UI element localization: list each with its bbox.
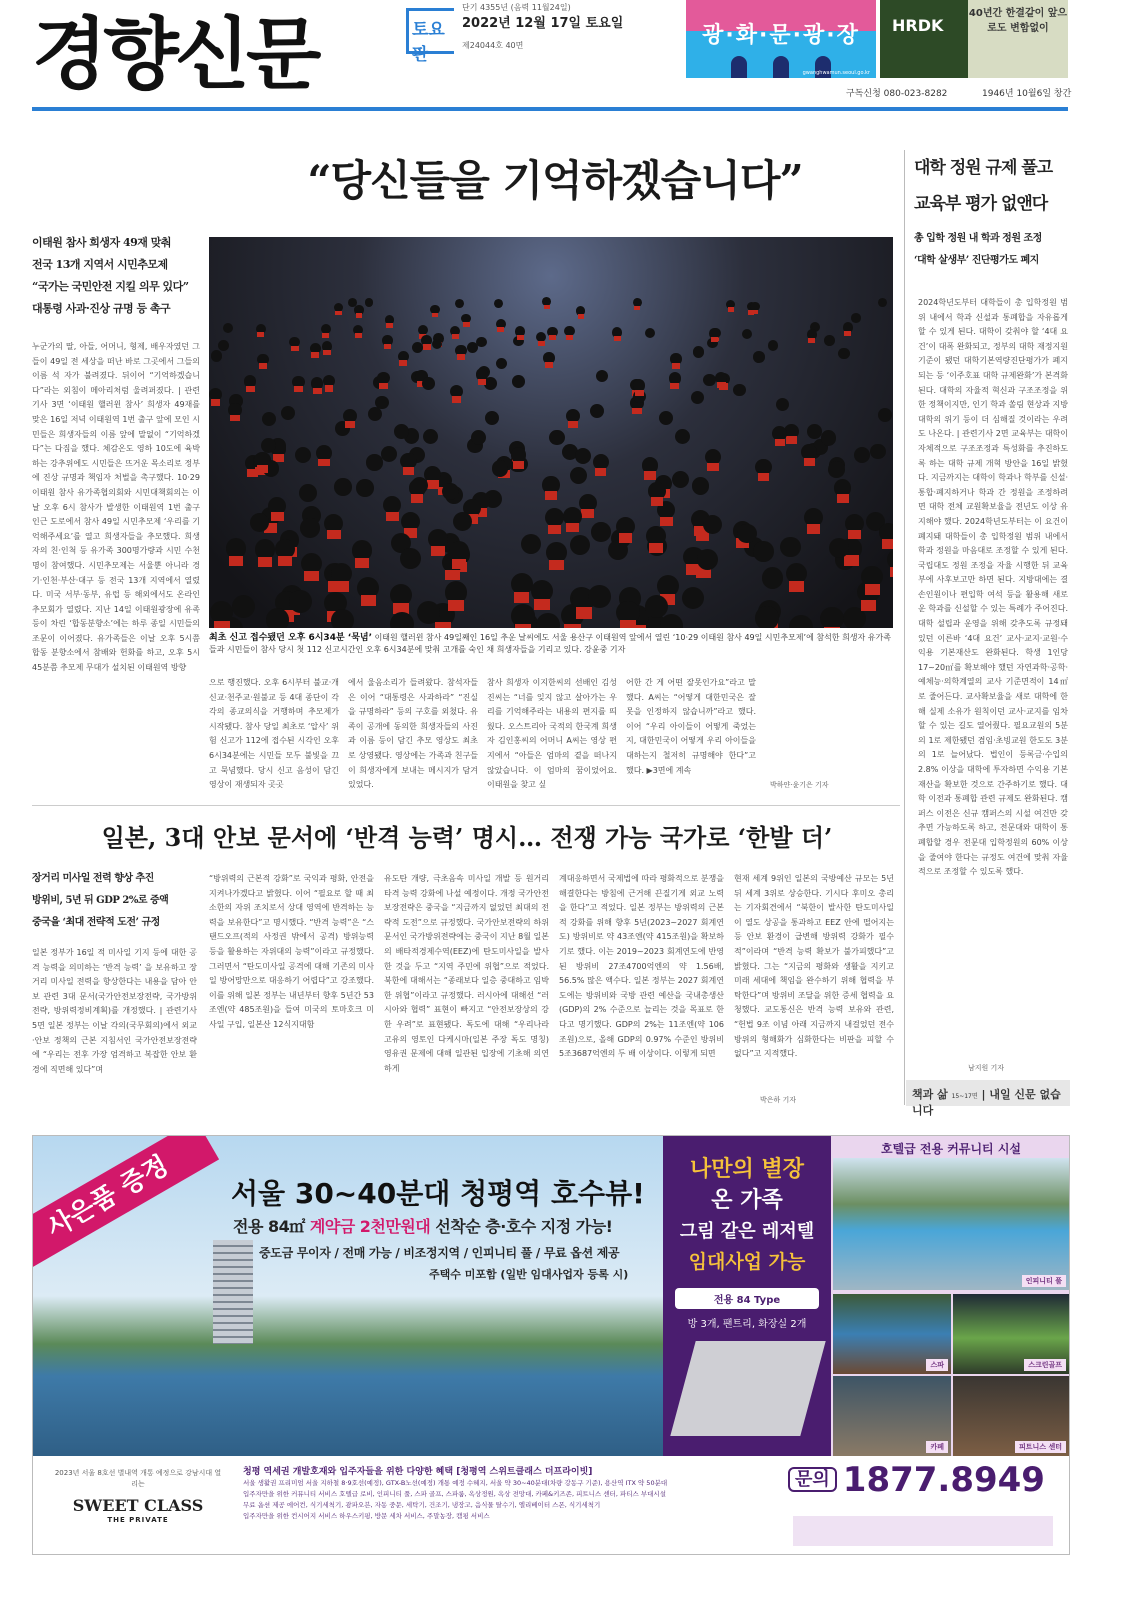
- benefit-line: 서울 생활권 프리미엄 서울 지하철 8·9호선(예정), GTX-B노선(예정) 개통 예정 수혜지, 서울 약 30~40분대(차량 강동구 기준), 용산역 ITX 약 50분대: [243, 1479, 668, 1487]
- red-scarf: [549, 335, 556, 340]
- crowd-figure: [692, 477, 709, 494]
- crowd-figure: [375, 396, 389, 410]
- benefit-title: 청평 역세권 개발호재와 입주자들을 위한 다양한 혜택 [청평역 스위트클래스 더프라이빗]: [243, 1467, 593, 1477]
- red-scarf: [427, 480, 439, 488]
- red-scarf: [478, 379, 487, 385]
- red-scarf: [758, 473, 770, 481]
- benefit-line: 입주자만을 위한 컨시어지 서비스 하우스키핑, 방문 세차 서비스, 주말농장, 캠핑 서비스: [243, 1512, 490, 1520]
- ad-features: 중도금 무이자 / 전매 가능 / 비조정지역 / 인피니티 풀 / 무료 옵션 제공: [259, 1246, 620, 1260]
- red-scarf: [318, 459, 329, 467]
- second-byline: 박은하 기자: [760, 1096, 797, 1104]
- red-scarf: [335, 311, 341, 316]
- red-scarf: [457, 354, 465, 360]
- red-scarf: [581, 509, 594, 518]
- lead-subhead: 이태원 참사 희생자 49재 맞춰: [32, 236, 172, 249]
- crowd-figure: [211, 350, 222, 361]
- red-scarf: [386, 512, 399, 521]
- crowd-figure: [390, 612, 414, 628]
- crowd-figure: [697, 549, 718, 570]
- crowd-figure: [412, 342, 423, 353]
- red-scarf: [452, 334, 459, 339]
- photo-credit: 강윤중 기자: [584, 645, 626, 654]
- side-body: 2024학년도부터 대학들이 총 입학정원 범위 내에서 학과 신설과 통폐합을 자유롭게 할 수 있게 된다. 대학이 갖춰야 할 ‘4대 요건’이 대폭 완화되고, 정부의 대학 재정지원 기준이 됐던 대학기본역량진단평가가 폐지되는 등 ‘이주호표 대학 규제완화’가 본격화된다. 대학의 자율적 혁신과 구조조정을 위한 정책이지만, 인기 학과 쏠림 현상과 지방대학의 위기 등이 더 심해질 것이라는 우려도 나온다. | 관련기사 2면 교육부는 대학이 자체적으로 구조조정과 특성화를 추진하도록 하는 대학 규제 개혁 방안을 16일 밝혔다. 지금까지는 대학이 학과나 학부를 신설·통합·폐지하거나 학과 간 정원을 조정하려면 대학 전체 교원확보율을 전년도 이상 유지해야 했다. 2024학년도부터는 이 요건이 폐지돼 대학들이 총 입학정원 범위 내에서 학과 정원을 마음대로 조정할 수 있게 된다. 국립대도 정원 조정을 자율 시행한 뒤 교육부에 사후보고만 하면 된다. 지방대에는 결손인원이나 편입학 여석 등을 활용해 새로운 학과를 신설할 수 있는 특례가 주어진다. 대학 설립과 운영을 위해 갖추도록 규정돼 있던 이른바 ‘4대 요건’ 교사·교지·교원·수익용 기본재산도 완화된다. 학생 1인당 17~20㎡를 확보해야 했던 자연과학·공학·예체능·의학계열의 교사 기준면적이 14㎡로 줄어든다. 교사확보율을 새로 대학에 한해 실제 소유가 원칙이던 교사·교지를 임차할 수 있는 길도 열어줬다. 필요교원의 5분의 1로 제한됐던 겸임·초빙교원 한도도 3분의 1로 늘어났다. 법인이 등록금·수입의 2.8% 이상을 대학에 투자하면 수익용 기본재산을 확보한 것으로 간주하기로 했다. 대학 이전과 통폐합 관련 규제도 완화된다. 캠퍼스 이전은 신규 캠퍼스의 시설 여건만 갖추면 가능하도록 하고, 전문대와 대학이 통폐합할 경우 전문대 입학정원의 60% 이상을 줄여야 한다는 규정도 여건에 맞춰 자율적으로 조정할 수 있도록 했다.: [918, 298, 1068, 877]
- red-scarf: [355, 558, 369, 568]
- crowd-figure: [821, 430, 836, 445]
- crowd-figure: [467, 342, 478, 353]
- red-scarf: [325, 385, 334, 391]
- red-scarf: [804, 458, 815, 466]
- crowd-figure: [570, 467, 587, 484]
- red-scarf: [399, 360, 407, 366]
- crowd-figure: [807, 424, 822, 439]
- ad-rooms: 방 3개, 팬트리, 화장실 2개: [687, 1319, 807, 1330]
- red-scarf: [356, 313, 362, 318]
- ad-line2: [233, 1214, 658, 1237]
- red-scarf: [345, 421, 355, 428]
- crowd-figure: [672, 471, 689, 488]
- red-scarf: [786, 436, 796, 443]
- crowd-figure: [820, 607, 844, 628]
- benefit-line: 무료 옵션 제공 에어컨, 식기세척기, 광파오븐, 자동 중문, 세탁기, 건조기, 냉장고, 음식물 탈수기, 엘리베이터 스폰, 식기세척기: [243, 1501, 601, 1509]
- crowd-figure: [521, 534, 541, 554]
- red-scarf: [549, 560, 563, 570]
- red-scarf: [568, 421, 578, 428]
- crowd-figure: [703, 374, 715, 386]
- red-scarf: [595, 468, 606, 476]
- promo-box[interactable]: 책과 삶 15~17면 | 내일 신문 없습니다: [906, 1080, 1070, 1106]
- red-scarf: [844, 331, 851, 336]
- red-scarf: [278, 556, 292, 566]
- red-scarf: [271, 512, 284, 521]
- ad-tile-cafe: [833, 1376, 951, 1456]
- crowd-figure: [422, 377, 435, 390]
- gwanghwamun-ad[interactable]: [686, 0, 876, 78]
- red-scarf: [619, 533, 632, 543]
- ad-building-image: [213, 1240, 253, 1344]
- crowd-figure: [453, 512, 472, 531]
- crowd-figure: [366, 454, 382, 470]
- side-headline-line: 대학 정원 규제 풀고: [914, 158, 1053, 178]
- crowd-figure: [218, 340, 229, 351]
- crowd-figure: [281, 406, 295, 420]
- photo-caption: [209, 632, 893, 656]
- ad-tile-pool: [833, 1158, 1069, 1290]
- ad-footer: [33, 1456, 1070, 1555]
- crowd-figure: [675, 429, 690, 444]
- lead-column: [765, 676, 893, 776]
- crowd-figure: [299, 484, 317, 502]
- red-scarf: [448, 600, 464, 611]
- ad-size: 전용 84㎡: [233, 1217, 305, 1236]
- second-headline[interactable]: 일본, 3대 안보 문서에 ‘반격 능력’ 명시… 전쟁 가능 국가로 ‘한발 더’: [101, 823, 833, 852]
- red-scarf: [632, 408, 641, 415]
- red-scarf: [463, 322, 470, 327]
- crowd-figure: [829, 538, 849, 558]
- red-scarf: [230, 415, 240, 422]
- lead-subhead: 대통령 사과·진상 규명 등 촉구: [32, 302, 171, 315]
- ad-type-badge: 전용 84 Type: [675, 1288, 819, 1309]
- red-scarf: [334, 581, 349, 592]
- red-scarf: [291, 346, 299, 351]
- ad-purple-line: 온 가족: [711, 1188, 783, 1213]
- lead-subhead: “국가는 국민안전 지킬 의무 있다”: [32, 280, 189, 293]
- section-divider: [32, 805, 900, 806]
- red-scarf: [672, 363, 680, 369]
- tile-label: 인피니티 풀: [1022, 1275, 1066, 1287]
- books-pages: 15~17면: [951, 1093, 978, 1100]
- red-scarf: [258, 557, 272, 567]
- crowd-figure: [780, 537, 800, 557]
- crowd-figure: [703, 515, 722, 534]
- red-scarf: [848, 530, 861, 540]
- crowd-figure: [851, 313, 861, 323]
- red-scarf: [515, 624, 531, 628]
- ad-purple-line: 나만의 별장: [690, 1157, 804, 1182]
- red-scarf: [517, 335, 524, 340]
- caption-text: 이태원 핼러윈 참사 49일째인 16일 추운 날씨에도 서울 용산구 이태원역 앞에서 열린 ‘10·29 이태원 참사 49일 시민추모제’에 참석한 희생자 유가족들과 시민들이 참사 당시 첫 112 신고시간인 오후 6시34분에 맞춰 고개를 숙인 채 희생자들을 기리고 있다.: [209, 633, 891, 654]
- lead-byline: 박하얀·윤기은 기자: [770, 781, 829, 789]
- red-scarf: [620, 620, 636, 628]
- crowd-figure: [753, 541, 773, 561]
- vigil-photo[interactable]: [209, 237, 893, 628]
- crowd-figure: [854, 447, 870, 463]
- red-scarf: [882, 539, 893, 549]
- crowd-figure: [331, 609, 355, 628]
- red-scarf: [545, 491, 557, 500]
- red-scarf: [566, 335, 573, 340]
- ad-legal-box: [793, 1516, 1053, 1546]
- tile-label: 카페: [926, 1441, 948, 1453]
- brand-tagline: 2023년 서울 8호선 별내역 개통 예정으로 강남시대 열리는: [54, 1469, 222, 1488]
- crowd-figure: [262, 412, 276, 426]
- ad-gift-ribbon: 사은품 증정: [32, 1135, 219, 1274]
- red-scarf: [257, 332, 264, 337]
- red-scarf: [651, 497, 663, 506]
- red-scarf: [311, 352, 319, 358]
- hrdk-ad[interactable]: HRDK: [880, 0, 968, 78]
- crowd-figure: [824, 335, 835, 346]
- red-scarf: [544, 305, 550, 309]
- crowd-figure: [755, 606, 778, 628]
- red-scarf: [214, 621, 230, 628]
- red-scarf: [644, 471, 656, 479]
- lunar-date: 단기 4355년 (음력 11월24일): [462, 3, 571, 12]
- red-scarf: [322, 333, 329, 338]
- crowd-figure: [232, 595, 255, 618]
- red-scarf: [432, 313, 438, 318]
- red-scarf: [445, 570, 460, 580]
- red-scarf: [313, 388, 322, 394]
- second-column: 계대응하면서 국제법에 따라 평화적으로 분쟁을 해결한다는 방침에 근거해 끈질기게 외교 노력을 한다”고 적었다. 일본 정부는 방위력의 근본적 강화를 위해 향후 5년(2023~2027 회계연도) 방위비로 약 43조엔(약 415조원)을 확보하기로 했다. 이는 2019~2023 회계연도에 반영된 방위비 27조4700억엔의 약 1.56배, 56.5% 많은 액수다. 일본 정부는 2027 회계연도에는 방위비와 국방 관련 예산을 국내총생산(GDP)의 2% 수준으로 늘리는 것을 목표로 한다고 명기했다. GDP의 2%는 11조엔(약 106조원)으로, 올해 GDP의 0.97% 수준인 방위비 5조3687억엔의 두 배 이상이다. 이렇게 되면: [559, 874, 724, 1059]
- column-divider: [904, 150, 905, 1105]
- crowd-figure: [549, 430, 564, 445]
- crowd-figure: [334, 478, 351, 495]
- crowd-figure: [753, 351, 764, 362]
- red-scarf: [578, 314, 584, 319]
- crowd-figure: [682, 587, 705, 610]
- crowd-figure: [878, 298, 887, 307]
- red-scarf: [775, 439, 785, 446]
- subscription-phone: 구독신청 080-023-8282: [846, 89, 948, 99]
- newspaper-logo[interactable]: 경향신문: [32, 10, 318, 100]
- crowd-figure: [693, 346, 704, 357]
- red-scarf: [246, 386, 255, 392]
- red-scarf: [670, 383, 679, 389]
- second-column: “방위력의 근본적 강화”로 국익과 평화, 안전을 지켜나가겠다고 밝혔다. 이어 “필요로 할 때 최소한의 자위 조치로서 상대 영역에 반격하는 능력을 보유한다”고 명시했다. “반격 능력”은 “스탠드오프(적의 사정권 밖에서 공격) 방위능력 등을 활용하는 자위대의 능력”이라고 규정했다. 그러면서 “탄도미사일 공격에 대해 기존의 미사일 방어망만으로 대응하기 어렵다”고 강조했다. 이를 위해 일본 정부는 내년부터 향후 5년간 53조엔(약 485조원)을 들여 미국의 토마호크 미사일 구입, 일본산 12식지대함: [209, 874, 374, 1029]
- red-scarf: [865, 584, 880, 595]
- ad-tile-fitness: [953, 1376, 1069, 1456]
- crowd-figure: [455, 299, 464, 308]
- edition-badge: 토요판: [406, 8, 454, 54]
- ad-purple-line: 그림 같은 레저텔: [679, 1221, 815, 1242]
- crowd-figure: [645, 595, 668, 618]
- lead-column: 에서 울음소리가 들려왔다. 참석자들은 이어 “대통령은 사과하라” “진실을 규명하라” 등의 구호를 외쳤다. 유족이 공개에 동의한 희생자들의 사진과 이름 등이 담긴 추모 영상도 최초로 상영됐다. 영상에는 가족과 친구들이 희생자에게 보내는 메시지가 담겨 있었다.: [348, 678, 478, 790]
- red-scarf: [361, 595, 376, 606]
- crowd-figure: [838, 348, 849, 359]
- lead-subhead: 전국 13개 지역서 시민추모제: [32, 258, 168, 271]
- red-scarf: [211, 399, 220, 406]
- crowd-figure: [570, 535, 590, 555]
- red-scarf: [386, 323, 393, 328]
- red-scarf: [635, 390, 644, 396]
- lead-column: 참사 희생자 이지한씨의 선배인 김성진씨는 “너를 잊지 않고 살아가는 우리를 기억해주라는 내용의 편지를 띄웠다. 오스트리아 국적의 한국계 희생자 김인홍씨의 어머니 A씨는 영상 편지에서 “아들은 엄마의 곁을 떠나지 않았습니다. 이 엄마의 꿈이었어요. 이태원을 찾고 싶: [487, 678, 617, 790]
- masthead-rule: [32, 107, 1068, 111]
- ad-floor-note: 선착순 층·호수 지정 가능!: [435, 1217, 613, 1236]
- crowd-figure: [575, 448, 591, 464]
- side-subhead: ‘대학 살생부’ 진단평가도 폐지: [914, 255, 1039, 266]
- crowd-figure: [471, 430, 486, 445]
- gwanghwamun-url: gwanghwamun.seoul.go.kr: [802, 70, 870, 76]
- red-scarf: [452, 396, 461, 403]
- bamboo-ad[interactable]: 40년간 한결같이 앞으로도 변함없이: [968, 0, 1068, 78]
- crowd-figure: [742, 329, 752, 339]
- crowd-figure: [250, 513, 269, 532]
- crowd-figure: [608, 540, 628, 560]
- crowd-figure: [365, 298, 374, 307]
- crowd-figure: [870, 444, 886, 460]
- crowd-figure: [381, 446, 397, 462]
- lead-headline[interactable]: “당신들을 기억하겠습니다”: [307, 156, 803, 205]
- issue-date: 2022년 12월 17일 토요일: [462, 16, 624, 31]
- red-scarf: [649, 543, 663, 553]
- benefit-line: 입주자만을 위한 커뮤니티 서비스 호텔급 로비, 인피니티 풀, 스파 골프, 스파룸, 옥상정원, 옥상 전망대, 카페&키즈존, 피트니스 센터, 파티스 부대시설: [243, 1490, 666, 1498]
- ad-deposit: 계약금 2천만원대: [309, 1217, 431, 1236]
- crowd-figure: [494, 299, 503, 308]
- second-column: 일본 정부가 16일 적 미사일 기지 등에 대한 공격 능력을 의미하는 ‘반격 능력’ 을 보유하고 장거리 미사일 전력을 향상한다는 내용을 담아 안보 관련 3대 문서(국가안전보장전략, 국가방위전략, 방위력정비계획)를 개정했다. | 관련기사 5면 일본 정부는 이날 각의(국무회의)에서 외교·안보 정책의 근본 지침서인 국가안전보장전략에 “우리는 전후 가장 엄격하고 복잡한 안보 환경에 직면해 있다”며: [32, 948, 197, 1074]
- lead-column: 어한 간 게 어떤 잘못인가요”라고 말했다. A씨는 “어떻게 대한민국은 잘못을 인정하지 않습니까”라고 했다. 이어 “우리 아이들이 어떻게 죽었는지, 대한민국이 어떻게 우리 아이들을 대하는지 철저히 규명해야 한다”고 했다. ▶3면에 계속: [626, 678, 756, 775]
- brand-logo: SWEET CLASS: [72, 1496, 204, 1515]
- crowd-figure: [432, 339, 443, 350]
- red-scarf: [844, 555, 858, 565]
- ad-floorplan-image: [670, 1341, 825, 1436]
- ad-tile-spa: [833, 1294, 951, 1374]
- crowd-figure: [588, 585, 611, 608]
- crowd-figure: [485, 411, 499, 425]
- crowd-figure: [591, 522, 611, 542]
- lead-body: 누군가의 딸, 아들, 어머니, 형제, 배우자였던 그들이 49일 전 세상을 떠난 바로 그곳에서 그들의 이름 석 자가 불려졌다. 뒤이어 “기억하겠습니다”라는 외침이 메아리처럼 울려퍼졌다. | 관련기사 3면 ‘이태원 핼러윈 참사’ 희생자 49재를 맞은 16일 저녁 이태원역 1번 출구 앞에 모인 시민들은 희생자들의 이름 앞에 말없이 “기억하겠다”는 다짐을 했다. 체감온도 영하 10도에 육박하는 강추위에도 시민들은 뜨거운 목소리로 정부에 진상 규명과 책임자 처벌을 촉구했다. 10·29 이태원 참사 유가족협의회와 시민대책회의는 이날 오후 6시 참사가 발생한 이태원역 1번 출구 인근 도로에서 참사 49일 시민추모제 ‘우리를 기억해주세요’를 열고 희생자들을 추모했다. 희생자의 친·인척 등 유가족 300명가량과 시민 수천명이 참여했다. 시민추모제는 서울뿐 아니라 경기·인천·부산·대구 등 전국 13개 지역에서 열렸다. 미국 서부·동부, 유럽 등 해외에서도 온라인 추모회가 열렸다. 지난 14일 이태원광장에 유족 등이 차린 ‘합동분향소’에는 하루 종일 시민들의 조문이 이어졌다. 유가족들은 이날 오후 5시쯤 합동 분향소에서 참배와 헌화를 하고, 오후 5시45분쯤 추모제 무대가 설치된 이태원역 방향: [32, 342, 200, 673]
- gwanghwamun-ad-text: 광·화·문·광·장: [702, 23, 860, 48]
- crowd-figure: [691, 391, 704, 404]
- crowd-figure: [776, 398, 790, 412]
- red-scarf: [538, 341, 545, 346]
- crowd-figure: [596, 370, 608, 382]
- ad-title: 서울 30~40분대 청평역 호수뷰!: [231, 1177, 645, 1210]
- red-scarf: [576, 607, 592, 618]
- ad-purple-line: 임대사업 가능: [688, 1251, 806, 1273]
- apartment-ad[interactable]: [32, 1135, 1070, 1555]
- red-scarf: [564, 624, 580, 628]
- red-scarf: [294, 386, 303, 392]
- red-scarf: [229, 556, 243, 566]
- red-scarf: [807, 524, 820, 533]
- second-subhead: 방위비, 5년 뒤 GDP 2%로 증액: [32, 895, 169, 906]
- tile-label: 피트니스 센터: [1015, 1441, 1066, 1453]
- red-scarf: [431, 546, 445, 556]
- tile-label: 스파: [926, 1359, 948, 1371]
- red-scarf: [824, 627, 840, 628]
- brand-sublogo: THE PRIVATE: [107, 1516, 169, 1524]
- crowd-figure: [423, 429, 438, 444]
- crowd-figure: [289, 590, 312, 613]
- inquiry-phone[interactable]: [788, 1460, 1045, 1500]
- crowd-figure: [733, 384, 746, 397]
- second-subheads: [32, 868, 197, 1106]
- red-scarf: [634, 306, 640, 310]
- red-scarf: [534, 599, 550, 610]
- red-scarf: [514, 592, 529, 603]
- red-scarf: [548, 525, 561, 534]
- inquiry-label: 문의: [788, 1467, 837, 1492]
- side-headline-line: 교육부 평가 없앤다: [914, 194, 1048, 214]
- second-column: 유도탄 개량, 극초음속 미사일 개발 등 원거리 타격 능력 강화에 나설 예정이다. 개정 국가안전보장전략은 중국을 “지금까지 없었던 최대의 전략적 도전”으로 규정했다. 국가안보전략의 하위문서인 국가방위전략에는 중국이 지난 8월 일본의 배타적경제수역(EEZ)에 탄도미사일을 발사한 것을 두고 “지역 주민에 위협”으로 적었다. 북한에 대해서는 “종래보다 일층 중대하고 임박한 위협”이라고 규정했다. 러시아에 대해선 “러시아와 협력” 표현이 빠지고 “안전보장상의 강한 우려”로 표현됐다. 독도에 대해 “우리나라 고유의 영토인 다케시마(일본 주장 독도 명칭) 영유권 문제에 대해 일관된 입장에 기초해 의연하게: [384, 874, 549, 1073]
- crowd-figure: [496, 358, 508, 370]
- ad-tax-note: 주택수 미포함 (일반 임대사업자 등록 시): [429, 1268, 629, 1281]
- crowd-figure: [417, 601, 440, 624]
- red-scarf: [566, 523, 579, 532]
- founded-date: 1946년 10월6일 창간: [982, 89, 1072, 99]
- crowd-figure: [368, 407, 382, 421]
- crowd-figure: [590, 404, 604, 418]
- red-scarf: [614, 336, 621, 341]
- issue-number: 제24044호 40면: [462, 41, 524, 50]
- crowd-figure: [400, 548, 421, 569]
- red-scarf: [752, 310, 758, 315]
- red-scarf: [304, 571, 319, 581]
- red-scarf: [423, 344, 430, 349]
- phone-number: 1877.8949: [842, 1460, 1045, 1500]
- red-scarf: [323, 350, 331, 355]
- red-scarf: [379, 383, 388, 389]
- red-scarf: [711, 337, 718, 342]
- caption-title: 최초 신고 접수됐던 오후 6시34분 ‘묵념’: [209, 633, 373, 643]
- red-scarf: [861, 600, 877, 611]
- red-scarf: [384, 344, 391, 349]
- red-scarf: [259, 363, 267, 369]
- side-headline[interactable]: [914, 150, 1084, 222]
- red-scarf: [545, 362, 553, 368]
- red-scarf: [808, 338, 815, 343]
- red-scarf: [728, 307, 734, 311]
- benefit-list: [243, 1478, 783, 1522]
- ad-community-title: 호텔급 전용 커뮤니티 시설: [880, 1142, 1022, 1156]
- crowd-figure: [789, 615, 813, 628]
- crowd-figure: [356, 479, 373, 496]
- red-scarf: [257, 465, 268, 473]
- crowd-figure: [512, 375, 525, 388]
- arch-shape: [731, 56, 747, 78]
- red-scarf: [435, 622, 451, 628]
- lead-column: 으로 행진했다. 오후 6시부터 불교·개신교·천주교·원불교 등 4대 종단이 각각의 종교의식을 거행하며 추모제가 시작됐다. 참사 당일 최초로 ‘압사’ 위험 신고가 112에 접수된 시각인 오후 6시34분에는 시민들 모두 불빛을 끄고 묵념했다. 당시 신고 음성이 담긴 영상이 재생되자 곳곳: [209, 678, 339, 790]
- red-scarf: [355, 333, 362, 338]
- second-subhead: 중국을 ‘최대 전략적 도전’ 규정: [32, 917, 160, 928]
- crowd-figure: [645, 328, 655, 338]
- books-label: 책과 삶: [912, 1088, 948, 1101]
- red-scarf: [660, 517, 673, 526]
- crowd-figure: [223, 323, 233, 333]
- crowd-figure: [659, 411, 673, 425]
- red-scarf: [890, 567, 893, 577]
- crowd-figure: [660, 614, 684, 628]
- crowd-figure: [828, 461, 845, 478]
- crowd-figure: [536, 613, 560, 628]
- red-scarf: [837, 494, 849, 503]
- tile-label: 스크린골프: [1024, 1359, 1066, 1371]
- side-subheads: [914, 228, 1084, 272]
- red-scarf: [411, 494, 423, 503]
- no-paper-notice: 내일 신문 없습니다: [912, 1088, 1061, 1117]
- crowd-figure: [768, 340, 779, 351]
- ad-tile-golf: [953, 1294, 1069, 1374]
- side-subhead: 총 입학 정원 내 학과 정원 조정: [914, 233, 1042, 244]
- arch-shape: [773, 56, 789, 78]
- ad-purple-panel: [663, 1136, 831, 1456]
- crowd-figure: [878, 408, 892, 422]
- second-column: 현재 세계 9위인 일본의 국방예산 규모는 5년 뒤 세계 3위로 상승한다. 기시다 후미오 총리는 기자회견에서 “북한이 발사한 탄도미사일이 열도 상공을 통과하고 EEZ 안에 떨어지는 등 안보 환경이 급변해 방위력 강화가 필수적”이라며 “반격 능력 확보가 불가피했다”고 밝혔다. 그는 “지금의 평화와 생활을 지키고 미래 세대에 책임을 완수하기 위해 협력을 부탁한다”며 방위비 조달을 위한 증세 협력을 요청했다. 교도통신은 반격 능력 보유와 관련, “헌법 9조 이념 아래 지금까지 내걸었던 전수방위의 형해화가 심화한다는 비판을 피할 수 없다”고 지적했다.: [734, 874, 894, 1059]
- lead-left-column: [32, 232, 200, 798]
- red-scarf: [327, 530, 340, 540]
- crowd-figure: [295, 447, 311, 463]
- red-scarf: [717, 382, 726, 388]
- crowd-figure: [300, 518, 319, 537]
- red-scarf: [707, 463, 718, 471]
- side-byline: 남지원 기자: [968, 1064, 1005, 1072]
- red-scarf: [497, 327, 504, 332]
- crowd-figure: [737, 524, 757, 544]
- second-subhead: 장거리 미사일 전력 향상 추진: [32, 873, 154, 884]
- crowd-figure: [762, 567, 784, 589]
- red-scarf: [513, 461, 524, 469]
- crowd-figure: [492, 460, 509, 477]
- red-scarf: [452, 559, 466, 569]
- red-scarf: [789, 581, 804, 592]
- red-scarf: [403, 467, 414, 475]
- crowd-figure: [266, 608, 290, 628]
- ad-community-panel: [831, 1136, 1070, 1456]
